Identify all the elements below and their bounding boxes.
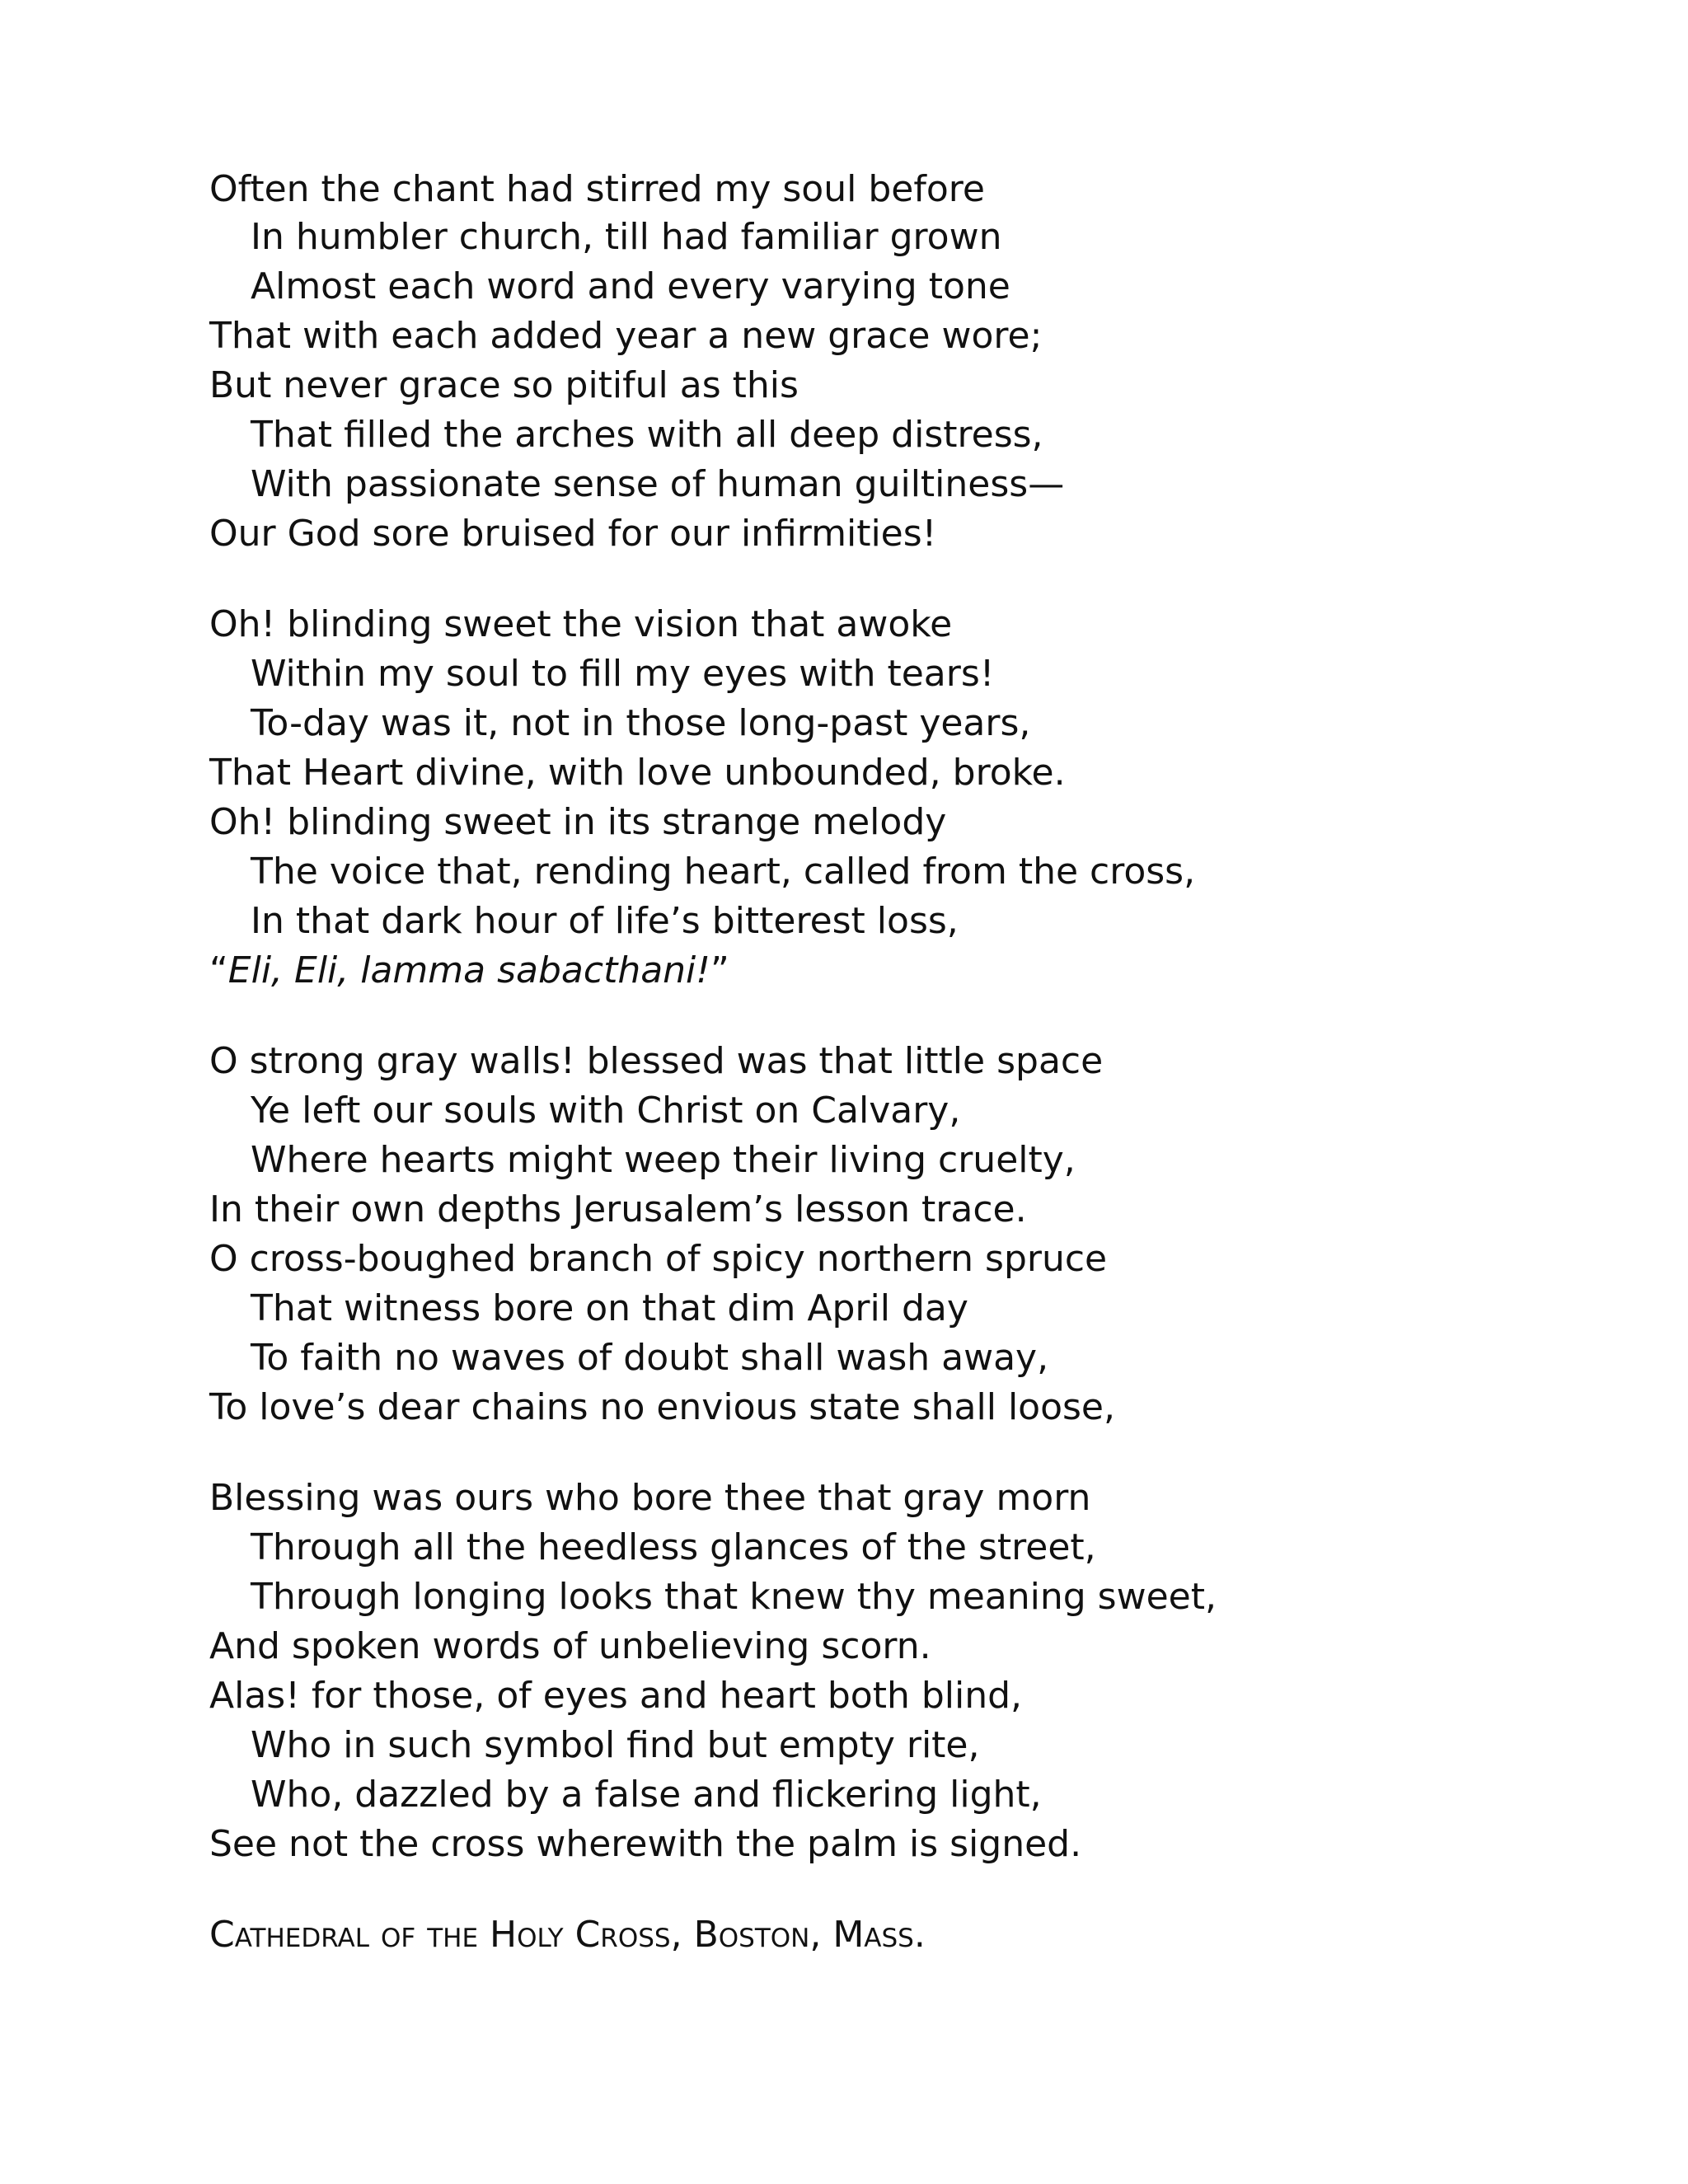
cutoff-line-text: Often the chant had stirred my soul before [209,168,985,210]
poem-line: Oh! blinding sweet in its strange melody [209,801,947,843]
poem-line: In that dark hour of life’s bitterest loss, [251,900,959,942]
poem-line: Who, dazzled by a false and flickering light, [251,1774,1042,1816]
poem-line-eli [209,946,1611,996]
poem-line: That with each added year a new grace wore; [209,315,1043,357]
place-attribution: Cathedral of the Holy Cross, Boston, Mass. [209,1914,926,1956]
poem-line: Where hearts might weep their living cruelty, [251,1139,1076,1181]
poem-line: Alas! for those, of eyes and heart both blind, [209,1675,1023,1717]
poem-line: With passionate sense of human guiltiness— [251,463,1065,505]
cutoff-top-line [209,168,1446,210]
poem-line: Blessing was ours who bore thee that gray morn [209,1477,1091,1519]
poem-line: That filled the arches with all deep distress, [251,414,1043,456]
poem-line: But never grace so pitiful as this [209,364,799,406]
stanza-1 [209,213,1611,559]
poem-line: In humbler church, till had familiar grown [251,216,1002,258]
stanza-3 [209,1037,1611,1432]
poem-line: See not the cross wherewith the palm is signed. [209,1823,1082,1865]
eli-italic-text: Eli, Eli, lamma sabacthani! [227,949,710,991]
poem-line: Within my soul to fill my eyes with tears! [251,653,995,695]
poem-line: O cross-boughed branch of spicy northern spruce [209,1238,1108,1280]
poem-line: Through longing looks that knew thy meaning sweet, [251,1576,1217,1618]
stanza-4 [209,1474,1611,1869]
poem-line: That Heart divine, with love unbounded, broke. [209,752,1066,794]
poem-line: Who in such symbol find but empty rite, [251,1724,980,1766]
poem-line: In their own depths Jerusalem’s lesson trace. [209,1188,1027,1230]
poem-body [209,213,1611,1960]
poem-line: Oh! blinding sweet the vision that awoke [209,603,953,645]
poem-line: Through all the heedless glances of the street, [251,1526,1096,1568]
poem-line: To faith no waves of doubt shall wash away, [251,1337,1049,1379]
poem-line: Almost each word and every varying tone [251,265,1010,307]
poem-line: To love’s dear chains no envious state shall loose, [209,1386,1115,1428]
poem-line: The voice that, rending heart, called from the cross, [251,851,1196,893]
poem-line: Ye left our souls with Christ on Calvary, [251,1090,961,1132]
poem-line: To-day was it, not in those long-past years, [251,702,1031,744]
stanza-2 [209,600,1611,996]
close-quote: ” [710,949,729,991]
poem-line: O strong gray walls! blessed was that little space [209,1040,1104,1082]
poem-line: And spoken words of unbelieving scorn. [209,1625,931,1667]
poem-line: That witness bore on that dim April day [251,1287,968,1329]
open-quote: “ [209,949,228,991]
poem-line: Our God sore bruised for our infirmities! [209,513,937,555]
